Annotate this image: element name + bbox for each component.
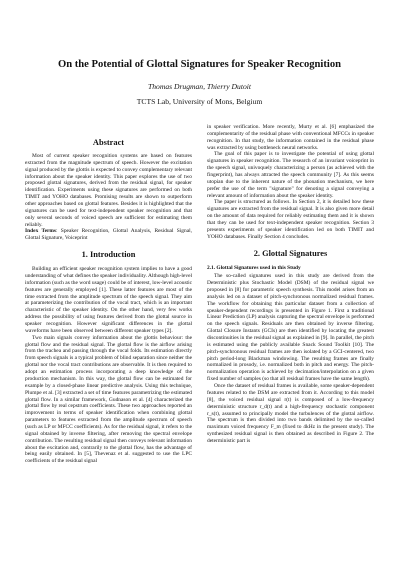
intro-goal-paragraph: The goal of this paper is to investigate the potential of using glottal signatures in speaker recognition. The research of an invariant voiceprint in the speech signal, univoquely characterizing a person (as achieved with the fingerprint), has always attracted the speech community [7]. As this seems utopian due to the inherent nature of the phonation mechanism, we here prefer the use of the term "signature" for denoting a signal conveying a relevant amount of information about the speaker identity.: [207, 151, 374, 199]
index-terms-label: Index Terms: [25, 228, 57, 235]
right-column: [207, 124, 374, 465]
section-2-paragraph-2: Once the dataset of residual frames is available, some speaker-dependent features related to the DSM are extracted from it. According to this model [8], the voiced residual signal r(t) is composed of a low-frequency deterministic structure r_d(t) and a high-frequency stochastic component r_s(t), assumed to principally model the turbulences of the glottal airflow. The spectrum is then divided into two bands delimited by the so-called maximum voiced frequency F_m (fixed to 4kHz in the present study). The synthesized residual signal is then obtained as described in Figure 2. The deterministic part is: [207, 383, 374, 444]
abstract-text: Most of current speaker recognition systems are based on features extracted from the magnitude spectrum of speech. However the excitation signal produced by the glottis is expected to convey complementary relevant information about the speaker identity. This paper explores the use of two proposed glottal signatures, derived from the residual signal, for speaker identification. Experiments using these signatures are performed on both TIMIT and YOHO databases. Promising results are shown to outperform other approaches based on glottal features. Besides it is highlighted that the signatures can be used for text-independent speaker recognition and that only several seconds of voiced speech are sufficient for estimating them reliably.: [25, 153, 192, 228]
intro-structure-paragraph: The paper is structured as follows. In Section 2, it is detailed how these signatures are extracted from the residual signal. It is also given more detail on the amount of data required for reliably estimating them and it is shown that they can be used for text-independent speaker recognition. Section 3 presents experiments of speaker identification led on both TIMIT and YOHO databases. Finally Section 4 concludes.: [207, 199, 374, 240]
introduction-heading: 1. Introduction: [81, 250, 136, 260]
intro-paragraph-1: Building an efficient speaker recognition system implies to have a good understanding of what defines the speaker individuality. Although high-level information (such as the word usage) could be of interest, low-level acoustic features are generally employed [1]. These latter features are most of the time extracted from the amplitude spectrum of the speech signal. They aim at parameterizing the contribution of the vocal tract, which is an important characteristic of the speaker identity. On the other hand, very few works address the possibility of using features derived from the glottal source in speaker recognition. However significant differences in the glottal waveforms have been observed between different speaker types [2].: [25, 266, 192, 334]
section-2-heading: 2. Glottal Signatures: [253, 248, 328, 258]
index-terms: [25, 228, 192, 242]
index-terms-text: : Speaker Recognition, Glottal Analysis, Residual Signal, Glottal Signature, Voiceprint: [25, 228, 192, 242]
paper-title: On the Potential of Glottal Signatures for Speaker Recognition: [57, 59, 342, 70]
left-column: [25, 124, 192, 465]
abstract-heading: Abstract: [92, 138, 125, 147]
subsection-2-1-heading: 2.1. Glottal Signatures used in this Study: [207, 264, 301, 271]
two-column-body: [25, 124, 374, 465]
intro-paragraph-2: Two main signals convey information about the glottis behaviour: the glottal flow and the residual signal. The glottal flow is the airflow arising from the trachea and passing through the vocal folds. Its estimation directly from speech signals is a typical problem of blind separation since neither the glottal nor the vocal tract contributions are observable. It is then required to adopt an estimation process incorporating a deep knowledge of the production mechanism. In this way, the glottal flow can be estimated for example by a closed-phase linear predictive analysis. Using this technique, Plumpe et al. [3] extracted a set of time features parametrizing the estimated glottal flow. In a similar framework, Gudnason et al. [4] characterized the glottal flow by real cepstrum coefficients. These two approaches reported an improvement in terms of speaker identification when combining glottal parameters to features extracted from the amplitude spectrum of speech (such as LP or MFCC coefficients). As for the residual signal, it refers to the signal obtained by inverse filtering, after removing the spectral envelope contribution. The resulting residual signal then conveys relevant information about the excitation and, contrarily to the glottal flow, has the advantage of being easily obtained. In [5], Thevenaz et al. suggested to use the LPC coefficients of the residual signal: [25, 334, 192, 465]
paper-authors: Thomas Drugman, Thierry Dutoit: [148, 82, 251, 91]
paper-affiliation: TCTS Lab, University of Mons, Belgium: [136, 97, 263, 106]
intro-continuation: in speaker verification. More recently, Murty et al. [6] emphasized the complementarity of the residual phase with conventional MFCCs in speaker recognition. In that study, the information contained in the residual phase was extracted by using bottleneck neural networks.: [207, 124, 374, 151]
section-2-paragraph-1: The so-called signatures used in this study are derived from the Deterministic plus Stochastic Model (DSM) of the residual signal we proposed in [8] for parametric speech synthesis. This model arises from an analysis led on a dataset of pitch-synchronous normalized residual frames. The workflow for obtaining this particular dataset from a collection of speaker-dependent recordings is presented in Figure 1. First a traditional Linear Prediction (LP) analysis capturing the spectral envelope is performed on the speech signals. Residuals are then obtained by inverse filtering. Glottal Closure Instants (GCIs) are then identified by locating the greatest discontinuities in the residual signal as explained in [9]. In parallel, the pitch is estimated using the publicly available Snack Sound Toolkit [10]. The pitch-synchronous residual frames are then isolated by a GCI-centered, two pitch period-long Blackman windowing. The resulting frames are finally normalized in prosody, i.e. normalized both in pitch and energy. The pitch-normalization operation is achieved by decimation/interpolation on a given fixed number of samples (so that all residual frames have the same length).: [207, 273, 374, 383]
